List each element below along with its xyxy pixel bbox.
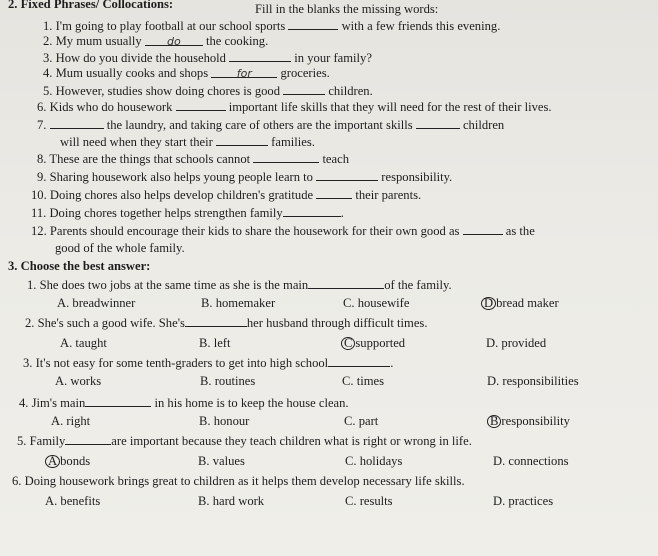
s3-q2-opt-b[interactable]: B. left [199,336,231,350]
s3-blank-2[interactable] [185,315,247,327]
s2-item-10: 10. Doing chores also helps develop children's gratitude their parents. [31,188,422,202]
s2-item-6: 6. Kids who do housework important life skills that they will need for the rest of their lives. [37,100,552,114]
s3-q5-opt-c[interactable]: C. holidays [345,454,403,468]
s3-q3-opt-a[interactable]: A. works [55,374,102,388]
s3-q1-opt-d[interactable]: D bread maker [481,296,559,311]
s3-q2-opt-a[interactable]: A. taught [60,336,107,350]
s3-q3-opt-b[interactable]: B. routines [200,374,256,388]
s2-item-5: 5. However, studies show doing chores is good children. [43,84,373,98]
s2-blank-11[interactable] [283,205,341,217]
section-3-header: 3. Choose the best answer: [8,259,151,273]
s2-blank-7b[interactable] [416,117,460,129]
s3-q4-opt-c[interactable]: C. part [344,414,379,428]
s3-question-3: 3. It's not easy for some tenth-graders to get into high school . [23,356,394,370]
s2-blank-12[interactable] [463,223,503,235]
s3-question-2: 2. She's such a good wife. She's her husband through difficult times. [25,316,428,330]
s3-question-5: 5. Family are important because they teach children what is right or wrong in life. [17,434,472,448]
s3-q2-opt-d[interactable]: D. provided [486,336,547,350]
section-2-instruction: Fill in the blanks the missing words: [255,2,439,16]
s2-blank-2[interactable]: do [145,34,203,46]
s2-item-3: 3. How do you divide the household in your family? [43,51,372,65]
s3-q3-opt-c[interactable]: C. times [342,374,384,388]
s3-blank-1[interactable] [308,277,384,289]
s3-q4-opt-d[interactable]: B responsibility [487,414,570,429]
s2-item-7: 7. the laundry, and taking care of others are the important skills children [37,118,505,132]
s2-blank-10[interactable] [316,187,352,199]
s3-q1-opt-b[interactable]: B. homemaker [201,296,276,310]
s2-blank-8[interactable] [253,151,319,163]
s2-item-12-cont: good of the whole family. [55,241,185,255]
s2-blank-9[interactable] [316,169,378,181]
s3-q4-opt-a[interactable]: A. right [51,414,91,428]
s3-question-4: 4. Jim's main in his home is to keep the house clean. [19,396,349,410]
s2-item-1: 1. I'm going to play football at our school sports with a few friends this evening. [43,19,501,33]
s3-q5-opt-a[interactable]: A bonds [45,454,90,469]
s2-item-9: 9. Sharing housework also helps young people learn to responsibility. [37,170,453,184]
s2-blank-3[interactable] [229,50,291,62]
s2-blank-5[interactable] [283,83,325,95]
s2-item-11: 11. Doing chores together helps strengthen family . [31,206,344,220]
s2-item-8: 8. These are the things that schools cannot teach [37,152,350,166]
s2-item-7-cont: will need when they start their families. [60,135,315,149]
s3-blank-5[interactable] [65,433,111,445]
s3-blank-3[interactable] [328,355,390,367]
s2-blank-7a[interactable] [50,117,104,129]
s3-q6-opt-a[interactable]: A. benefits [45,494,101,508]
s3-question-1: 1. She does two jobs at the same time as she is the main of the family. [27,278,452,292]
s3-q6-opt-c[interactable]: C. results [345,494,393,508]
circled-answer-mark: A [45,455,60,468]
s2-blank-1[interactable] [288,18,338,30]
s2-blank-6[interactable] [176,99,226,111]
s2-item-2: 2. My mum usually do the cooking. [43,34,269,48]
section-2-header: 2. Fixed Phrases/ Collocations: [8,0,174,11]
s3-q5-opt-b[interactable]: B. values [198,454,245,468]
s3-q2-opt-c[interactable]: C supported [341,336,405,351]
s3-q6-opt-d[interactable]: D. practices [493,494,554,508]
s3-q5-opt-d[interactable]: D. connections [493,454,569,468]
s3-q3-opt-d[interactable]: D. responsibilities [487,374,579,388]
s3-q1-opt-c[interactable]: C. housewife [343,296,410,310]
s3-q1-opt-a[interactable]: A. breadwinner [57,296,136,310]
s3-q6-opt-b[interactable]: B. hard work [198,494,265,508]
circled-answer-mark: C [341,337,355,350]
circled-answer-mark: B [487,415,501,428]
s2-item-12: 12. Parents should encourage their kids to share the housework for their own good as as the [31,224,535,238]
s3-q4-opt-b[interactable]: B. honour [199,414,250,428]
s3-blank-4[interactable] [85,395,151,407]
s2-blank-4[interactable]: for [211,66,277,78]
circled-answer-mark: D [481,297,496,310]
s3-question-6: 6. Doing housework brings great to children as it helps them develop necessary life skills. [12,474,465,488]
s2-item-4: 4. Mum usually cooks and shops for groceries. [43,66,330,80]
s2-blank-7c[interactable] [216,134,268,146]
